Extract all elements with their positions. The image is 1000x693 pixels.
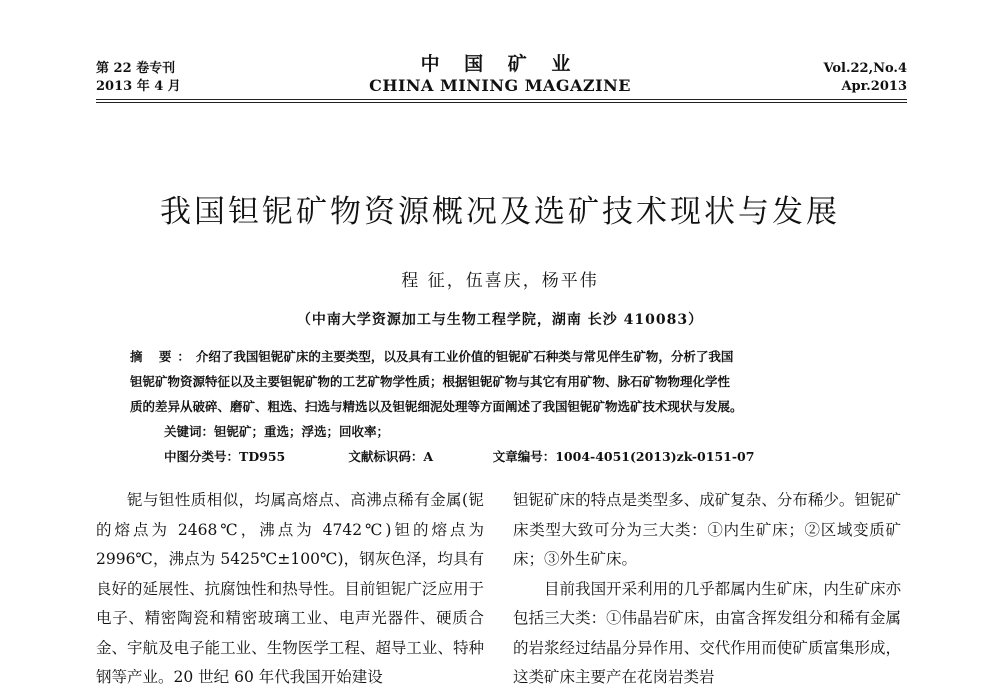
keywords xyxy=(164,419,389,444)
abstract-label: 摘 要： xyxy=(130,349,196,364)
journal-name-zh: 中 国 矿 业 xyxy=(420,53,580,75)
issue-date: 2013 年 4 月 xyxy=(96,79,181,94)
doc-code-field xyxy=(348,444,488,469)
abstract-text-1: 介绍了我国钽铌矿床的主要类型，以及具有工业价值的钽铌矿石种类与常见伴生矿物，分析了我国 xyxy=(195,349,734,364)
abstract xyxy=(130,344,870,419)
volume-number: Vol.22,No.4 xyxy=(823,61,907,76)
keywords-text: 钽铌矿；重选；浮选；回收率； xyxy=(214,424,390,439)
body-column-left xyxy=(96,486,484,693)
author-affiliation: （中南大学资源加工与生物工程学院，湖南 长沙 410083） xyxy=(296,312,704,328)
header-rule xyxy=(96,99,907,100)
clc-label: 中图分类号： xyxy=(164,449,240,464)
article-title: 我国钽铌矿物资源概况及选矿技术现状与发展 xyxy=(160,194,840,230)
abstract-text-3: 质的差异从破碎、磨矿、粗选、扫选与精选以及钽铌细泥处理等方面阐述了我国钽铌矿物选矿技术现状与发展。 xyxy=(130,399,743,414)
header-rule-double xyxy=(96,102,907,103)
doc-code-label: 文献标识码： xyxy=(348,449,424,464)
body-paragraph: 钽铌矿床的特点是类型多、成矿复杂、分布稀少。钽铌矿床类型大致可分为三大类：①内生矿床；②区域变质矿床；③外生矿床。 xyxy=(513,491,901,568)
article-authors: 程 征，伍喜庆，杨平伟 xyxy=(401,271,599,291)
body-paragraph: 目前我国开采利用的几乎都属内生矿床，内生矿床亦包括三大类：①伟晶岩矿床，由富含挥发组分和稀有金属的岩浆经过结晶分异作用、交代作用而使矿质富集形成，这类矿床主要产在花岗岩类岩 xyxy=(513,579,901,686)
article-number-value: 1004-4051(2013)zk-0151-07 xyxy=(555,449,755,464)
journal-masthead xyxy=(330,52,670,96)
clc-value: TD955 xyxy=(239,449,286,464)
keywords-label: 关键词： xyxy=(164,424,215,439)
volume-date: Apr.2013 xyxy=(841,79,907,94)
issue-info xyxy=(96,60,181,96)
clc-field xyxy=(164,444,344,469)
article-number-label: 文章编号： xyxy=(492,449,556,464)
abstract-line xyxy=(130,344,870,369)
journal-name-en: CHINA MINING MAGAZINE xyxy=(369,76,631,95)
volume-label: 第 22 卷专刊 xyxy=(96,61,176,76)
body-paragraph: 铌与钽性质相似，均属高熔点、高沸点稀有金属(铌的熔点为 2468℃，沸点为 4742℃)钽的熔点为 2996℃，沸点为 5425℃±100℃)，钢灰色泽，均具有良好的延展性、抗腐蚀性和热导性。目前钽铌广泛应用于电子、精密陶瓷和精密玻璃工业、电声光器件、硬质合金、宇航及电子能工业、生物医学工程、超导工业、特种钢等产业。20 世纪 60 年代我国开始建设 xyxy=(96,491,484,686)
body-column-right xyxy=(513,486,901,693)
article-number-field xyxy=(493,444,755,469)
doc-code-value: A xyxy=(423,449,434,464)
classification-line xyxy=(164,444,884,469)
abstract-text-2: 钽铌矿物资源特征以及主要钽铌矿物的工艺矿物学性质；根据钽铌矿物与其它有用矿物、脉石矿物物理化学性 xyxy=(130,374,731,389)
volume-info xyxy=(823,60,907,96)
